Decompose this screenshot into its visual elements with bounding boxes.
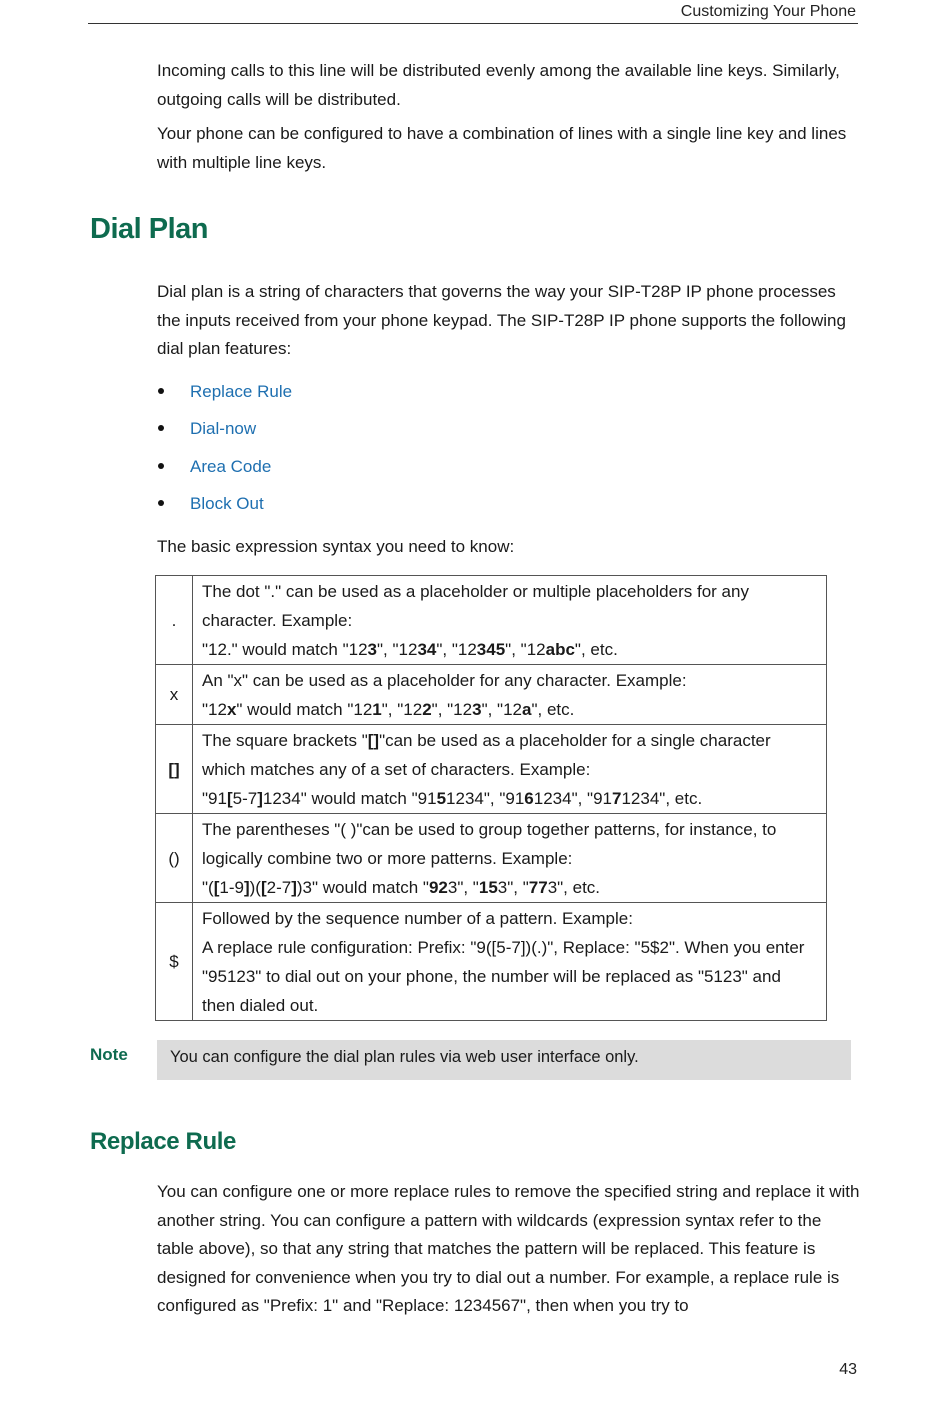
bold-fragment: [	[226, 789, 233, 808]
bullet-icon	[158, 388, 164, 394]
text-fragment: 1234", etc.	[621, 789, 703, 808]
link-dial-now[interactable]: Dial-now	[190, 419, 257, 439]
table-row	[156, 903, 827, 1021]
note-text: You can configure the dial plan rules via web user interface only.	[170, 1048, 639, 1066]
dial-plan-paragraph: Dial plan is a string of characters that governs the way your SIP-T28P IP phone processes the inputs received from your phone keypad. The SIP-T28P IP phone supports the following dial plan features:	[157, 282, 846, 358]
syntax-symbol	[156, 903, 193, 1021]
text-fragment: ", etc.	[531, 700, 575, 719]
text-fragment: ", "12	[481, 700, 522, 719]
example-text	[202, 873, 818, 902]
symbol-text: .	[171, 610, 177, 630]
bold-fragment: 15	[478, 878, 498, 897]
text-fragment: "12	[202, 700, 227, 719]
bold-fragment: 7	[612, 789, 622, 808]
text-fragment: 1234" would match "91	[262, 789, 437, 808]
table-row	[156, 814, 827, 903]
header-title: Customizing Your Phone	[680, 3, 856, 20]
text-fragment: "12." would match "12	[202, 640, 368, 659]
list-item	[157, 452, 292, 489]
bold-fragment: 92	[428, 878, 448, 897]
bold-fragment: [	[260, 878, 267, 897]
bold-fragment: 6	[524, 789, 534, 808]
bullet-icon	[158, 463, 164, 469]
bold-fragment: 34	[417, 640, 437, 659]
list-item	[157, 489, 292, 526]
note-label: Note	[90, 1045, 128, 1064]
text-fragment: )3" would match "	[296, 878, 429, 897]
text-fragment: ", "12	[505, 640, 546, 659]
bold-fragment: abc	[545, 640, 575, 659]
text-fragment: ", "12	[431, 700, 473, 719]
text-fragment: ", "12	[377, 640, 418, 659]
syntax-table-body	[156, 576, 827, 1021]
text-fragment: 5-7	[232, 789, 258, 808]
syntax-description	[193, 576, 827, 665]
intro-paragraph-2: Your phone can be configured to have a combination of lines with a single line key and lines with multiple line keys.	[157, 124, 847, 172]
description-text	[202, 726, 818, 784]
table-row	[156, 576, 827, 665]
description-text: An "x" can be used as a placeholder for any character. Example:	[202, 671, 687, 690]
syntax-table	[155, 575, 827, 1021]
syntax-intro: The basic expression syntax you need to know:	[157, 537, 515, 556]
example-text	[202, 784, 818, 813]
bold-fragment: ]	[243, 878, 250, 897]
syntax-description	[193, 903, 827, 1021]
link-replace-rule[interactable]: Replace Rule	[190, 382, 293, 401]
bold-fragment: 1	[372, 700, 382, 719]
description-text: Followed by the sequence number of a pattern. Example:	[202, 909, 633, 928]
symbol-text: ()	[168, 848, 180, 868]
syntax-symbol	[156, 665, 193, 725]
text-fragment: 1234", "91	[533, 789, 612, 808]
link-block-out[interactable]: Block Out	[190, 493, 264, 513]
text-fragment: A replace rule configuration: Prefix: "9([	[202, 938, 497, 957]
syntax-description	[193, 814, 827, 903]
text-fragment: )(	[249, 878, 261, 897]
text-fragment: ", etc.	[574, 640, 618, 659]
syntax-description	[193, 665, 827, 725]
text-fragment: ])(.)", Replace: "5$2". When you enter "95123" to dial out on your phone, the number will be replaced as "5123" and then dialed out.	[202, 938, 805, 1015]
replace-rule-paragraph: You can configure one or more replace rules to remove the specified string and replace it with another string. You can configure a pattern with wildcards (expression syntax refer to the table above), so that any string that matches the pattern will be replaced. This feature is designed for convenience when you try to dial out a number. For example, a replace rule is configured as "Prefix: 1" and "Replace: 1234567", then when you try to	[157, 1182, 860, 1315]
note-box	[157, 1040, 851, 1080]
syntax-symbol	[156, 576, 193, 665]
bold-fragment: 3	[367, 640, 377, 659]
bold-fragment: 345	[476, 640, 506, 659]
text-fragment: " would match "12	[236, 700, 373, 719]
text-fragment: 2-7	[266, 878, 292, 897]
symbol-text: []	[168, 759, 180, 779]
bold-fragment: [	[213, 878, 220, 897]
text-fragment: 1-9	[219, 878, 244, 897]
bold-fragment: a	[522, 700, 532, 719]
dial-plan-heading: Dial Plan	[90, 213, 208, 245]
text-fragment: "91	[202, 789, 227, 808]
text-fragment: 1234", "91	[446, 789, 525, 808]
bullet-icon	[158, 425, 164, 431]
page-number: 43	[839, 1361, 857, 1378]
description-text: The parentheses "( )"can be used to group together patterns, for instance, to logically combine two or more patterns. Example:	[202, 820, 777, 868]
replace-rule-heading: Replace Rule	[90, 1128, 236, 1155]
text-fragment: 3", etc.	[547, 878, 601, 897]
text-fragment: ", "12	[381, 700, 423, 719]
text-fragment: The square brackets "	[202, 731, 368, 750]
bold-fragment: ]	[257, 789, 263, 808]
text-fragment: "can be used as a placeholder for a single character which matches any of a set of characters. Example:	[202, 731, 771, 779]
text-fragment: 3", "	[497, 878, 529, 897]
text-fragment: "(	[202, 878, 214, 897]
running-header	[88, 0, 858, 24]
bold-fragment: []	[367, 731, 380, 750]
text-fragment: 3", "	[447, 878, 479, 897]
syntax-description	[193, 725, 827, 814]
feature-list	[157, 377, 292, 526]
bold-fragment: ]	[291, 878, 297, 897]
example-text	[202, 695, 818, 724]
bold-fragment: 3	[472, 700, 482, 719]
bold-fragment: 5	[436, 789, 447, 808]
table-row	[156, 665, 827, 725]
example-text	[202, 635, 818, 664]
list-item	[157, 414, 292, 451]
list-item	[157, 377, 292, 414]
bullet-icon	[158, 500, 164, 506]
bold-fragment: x	[226, 700, 237, 719]
description-text: The dot "." can be used as a placeholder or multiple placeholders for any character. Example:	[202, 582, 749, 630]
text-fragment: ", "12	[436, 640, 477, 659]
symbol-text: $	[169, 952, 179, 971]
syntax-symbol	[156, 725, 193, 814]
bold-fragment: 2	[422, 700, 432, 719]
symbol-text: x	[169, 685, 179, 704]
text-fragment: 5-7	[496, 938, 521, 957]
intro-paragraph-1: Incoming calls to this line will be distributed evenly among the available line keys. Similarly, outgoing calls will be distributed.	[157, 61, 840, 109]
bold-fragment: 77	[528, 878, 548, 897]
link-area-code[interactable]: Area Code	[190, 456, 272, 476]
example-text	[202, 933, 818, 1020]
syntax-symbol	[156, 814, 193, 903]
table-row	[156, 725, 827, 814]
